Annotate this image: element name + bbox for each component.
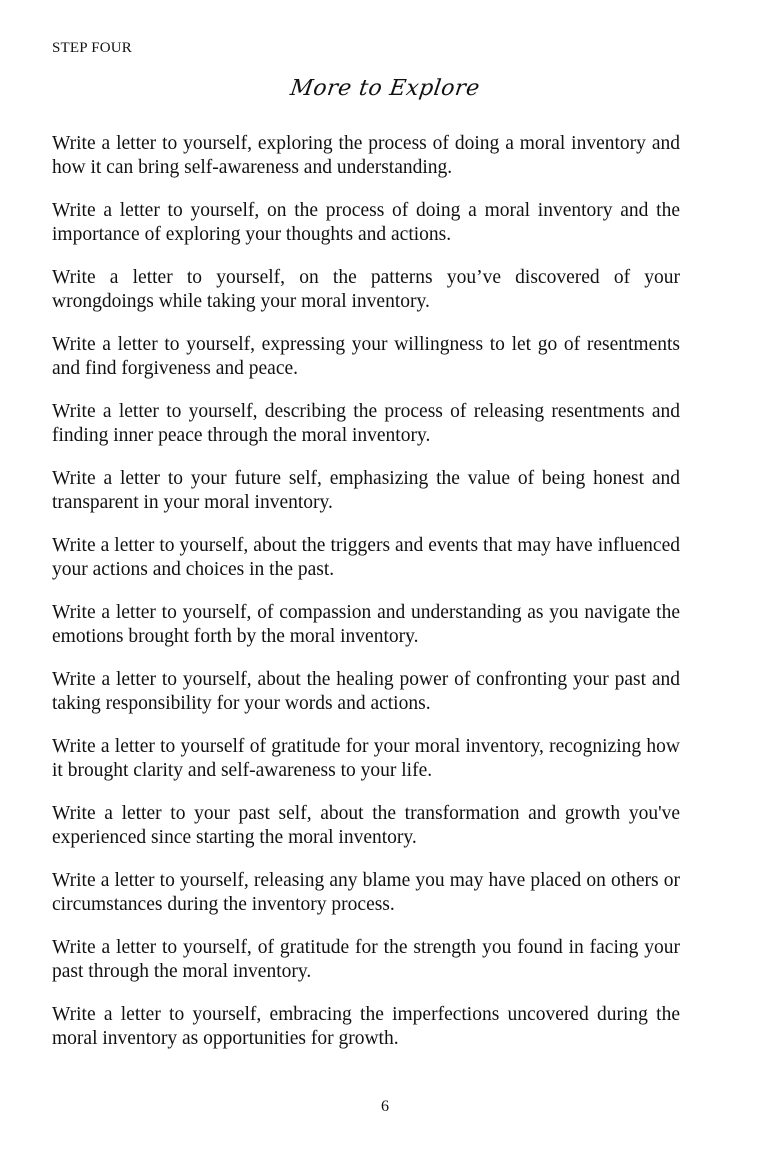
prompt-paragraph: Write a letter to yourself, embracing the imperfections uncovered during the moral inventory as opportunities for growth.	[52, 1004, 680, 1049]
prompt-paragraph: Write a letter to yourself, about the triggers and events that may have influenced your actions and choices in the past.	[52, 535, 680, 580]
prompt-paragraph: Write a letter to yourself, about the healing power of confronting your past and taking responsibility for your words and actions.	[52, 669, 680, 714]
prompt-paragraph: Write a letter to yourself, on the patterns you’ve discovered of your wrongdoings while taking your moral inventory.	[52, 267, 680, 312]
prompt-paragraph: Write a letter to yourself, describing the process of releasing resentments and finding inner peace through the moral inventory.	[52, 401, 680, 446]
prompt-paragraph: Write a letter to yourself, of gratitude for the strength you found in facing your past through the moral inventory.	[52, 937, 680, 982]
page-title: More to Explore	[288, 76, 482, 101]
prompt-paragraph: Write a letter to yourself, releasing any blame you may have placed on others or circumstances during the inventory process.	[52, 870, 680, 915]
prompt-paragraph: Write a letter to your past self, about the transformation and growth you've experienced since starting the moral inventory.	[52, 803, 680, 848]
prompt-paragraph: Write a letter to yourself, expressing your willingness to let go of resentments and find forgiveness and peace.	[52, 334, 680, 379]
running-header: STEP FOUR	[52, 40, 133, 56]
page-number: 6	[381, 1098, 389, 1115]
prompt-paragraph: Write a letter to your future self, emphasizing the value of being honest and transparent in your moral inventory.	[52, 468, 680, 513]
prompt-paragraph: Write a letter to yourself, of compassion and understanding as you navigate the emotions brought forth by the moral inventory.	[52, 602, 680, 647]
prompt-paragraph: Write a letter to yourself, exploring the process of doing a moral inventory and how it can bring self-awareness and understanding.	[52, 133, 680, 178]
prompt-paragraph: Write a letter to yourself of gratitude for your moral inventory, recognizing how it brought clarity and self-awareness to your life.	[52, 736, 680, 781]
prompt-list	[52, 132, 680, 1070]
prompt-paragraph: Write a letter to yourself, on the process of doing a moral inventory and the importance of exploring your thoughts and actions.	[52, 200, 680, 245]
